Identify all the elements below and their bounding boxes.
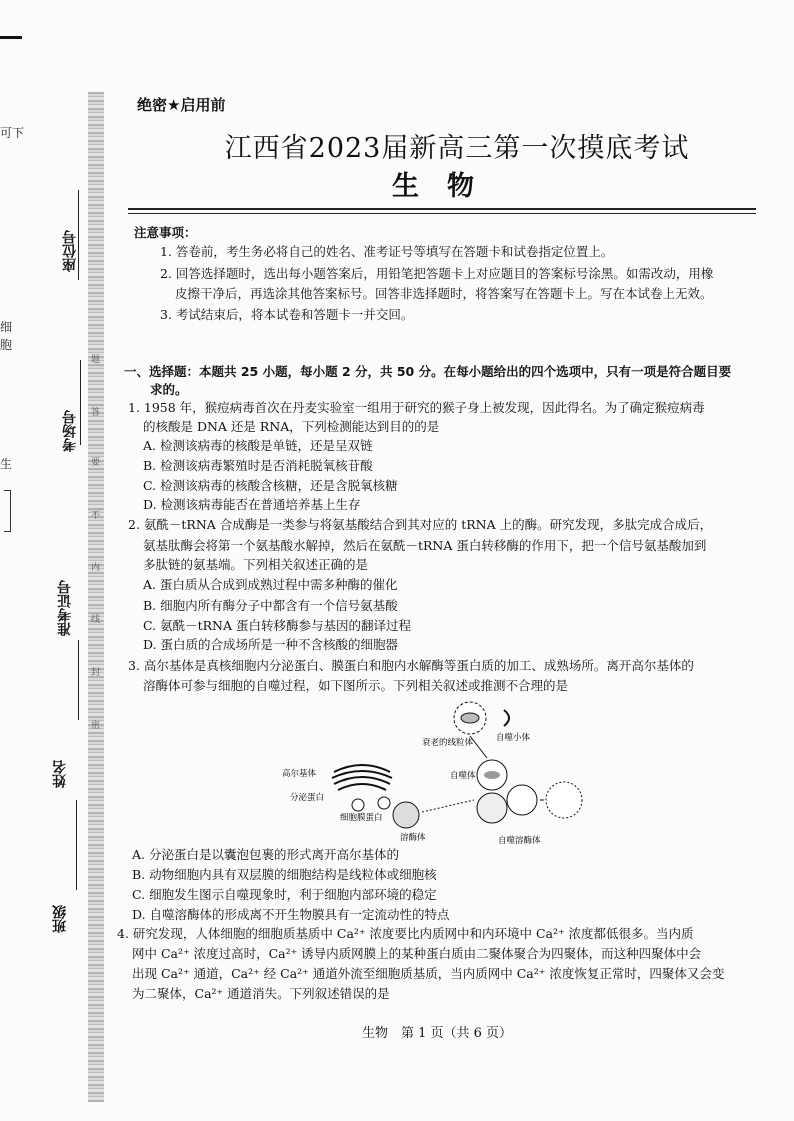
autolysosome-shape: [507, 785, 537, 815]
subject-title-text: 生物: [392, 171, 502, 202]
question-1-option-c: C. 检测该病毒的核酸含核糖，还是含脱氧核糖: [143, 478, 398, 493]
label-autophagosome-small: 自噬小体: [496, 733, 531, 743]
question-4-stem: 4. 研究发现，人体细胞的细胞质基质中 Ca²⁺ 浓度要比内质网中和内环境中 Ca²⁺ 浓度都低很多。当内质: [117, 926, 694, 941]
question-4-stem-cont: 出现 Ca²⁺ 通道，Ca²⁺ 经 Ca²⁺ 通道外流至细胞质基质，当内质网中 Ca²⁺ 浓度恢复正常时，四聚体又会变: [132, 966, 725, 981]
question-4-stem-cont: 为二聚体，Ca²⁺ 通道消失。下列叙述错误的是: [132, 986, 390, 1001]
edge-mark: [0, 36, 22, 39]
question-2-stem-cont: 氨基肽酶会将第一个氨基酸水解掉，然后在氨酰－tRNA 蛋白转移酶的作用下，把一个信号氨基酸加到: [143, 538, 707, 553]
question-3-option-b: B. 动物细胞内具有双层膜的细胞结构是线粒体或细胞核: [132, 867, 437, 882]
margin-line: [76, 800, 77, 890]
fusion-shape: [477, 793, 507, 823]
label-secretory: 分泌蛋白: [290, 793, 325, 803]
vesicle: [352, 799, 364, 811]
section-heading: 一、选择题：本题共 25 小题，每小题 2 分，共 50 分。在每小题给出的四个选项中，只有一项是符合题目要: [124, 364, 732, 379]
notice-item: 1. 答卷前，考生务必将自己的姓名、准考证号等填写在答题卡和试卷指定位置上。: [160, 244, 614, 259]
golgi-stack: [332, 765, 392, 790]
margin-line: [80, 360, 81, 445]
question-3-stem-cont: 溶酶体可参与细胞的自噬过程，如下图所示。下列相关叙述或推测不合理的是: [143, 678, 569, 693]
question-2-option-a: A. 蛋白质从合成到成熟过程中需多种酶的催化: [143, 577, 398, 592]
confidential-label: 绝密★启用前: [137, 96, 226, 114]
question-1-stem-cont: 的核酸是 DNA 还是 RNA，下列检测能达到目的的是: [143, 419, 440, 434]
question-1-option-d: D. 检测该病毒能否在普通培养基上生存: [143, 497, 361, 512]
edge-text: 生: [0, 457, 13, 471]
seal-char: 答: [91, 408, 101, 418]
question-2-option-b: B. 细胞内所有酶分子中都含有一个信号氨基酸: [143, 598, 398, 613]
label-golgi: 高尔基体: [282, 769, 317, 779]
header-rule: [128, 208, 756, 210]
exam-room-label: 考场号: [62, 410, 78, 452]
notice-item: 皮擦干净后，再选涂其他答案标号。回答非选择题时，将答案写在答题卡上。写在本试卷上无效。: [175, 286, 713, 301]
subject-title: [0, 164, 794, 203]
notice-item: 3. 考试结束后，将本试卷和答题卡一并交回。: [160, 307, 414, 322]
question-2-stem-cont: 多肽链的氨基端。下列相关叙述正确的是: [143, 557, 369, 572]
seal-char: 内: [91, 563, 101, 573]
question-4-stem-cont: 网中 Ca²⁺ 浓度过高时，Ca²⁺ 诱导内质网膜上的某种蛋白质由二聚体聚合为四聚体，而这种四聚体中会: [132, 946, 702, 961]
question-1-stem: 1. 1958 年，猴痘病毒首次在丹麦实验室一组用于研究的猴子身上被发现，因此得名。为了确定猴痘病毒: [128, 400, 705, 415]
question-2-option-d: D. 蛋白质的合成场所是一种不含核酸的细胞器: [143, 637, 399, 652]
label-old-mito: 衰老的线粒体: [422, 738, 474, 748]
question-3-option-d: D. 自噬溶酶体的形成离不开生物膜具有一定流动性的特点: [132, 907, 450, 922]
edge-text: 可下: [0, 126, 25, 140]
page-footer: [0, 1022, 794, 1041]
binding-strip: [88, 92, 104, 1102]
seal-char: 密: [91, 721, 101, 731]
label-membrane-protein: 细胞膜蛋白: [340, 813, 383, 823]
section-heading-cont: 求的。: [150, 382, 188, 397]
question-3-stem: 3. 高尔基体是真核细胞内分泌蛋白、膜蛋白和胞内水解酶等蛋白质的加工、成熟场所。离开高尔基体的: [128, 658, 694, 673]
label-autolysosome: 自噬溶酶体: [498, 836, 541, 846]
autophagy-diagram: [282, 700, 602, 850]
page-footer-text: 生物 第 1 页（共 6 页）: [361, 1026, 513, 1041]
question-1-option-b: B. 检测该病毒繁殖时是否消耗脱氧核苷酸: [143, 458, 373, 473]
label-autophagosome: 自噬体: [450, 771, 476, 781]
vesicle: [378, 797, 390, 809]
question-3-option-a: A. 分泌蛋白是以囊泡包裹的形式离开高尔基体的: [132, 847, 399, 862]
seal-char: 封: [91, 668, 101, 678]
question-1-option-a: A. 检测该病毒的核酸是单链，还是呈双链: [143, 438, 373, 453]
question-3-option-c: C. 细胞发生图示自噬现象时，利于细胞内部环境的稳定: [132, 887, 437, 902]
question-2-stem: 2. 氨酰－tRNA 合成酶是一类参与将氨基酸结合到其对应的 tRNA 上的酶。研究发现，多肽完成合成后，: [128, 517, 713, 532]
notice-item: 2. 回答选择题时，选出每小题答案后，用铅笔把答题卡上对应题目的答案标号涂黑。如需改动，用橡: [160, 266, 714, 281]
isolation-membrane: [504, 710, 509, 726]
edge-text: 胞: [0, 338, 13, 352]
question-2-option-c: C. 氨酰－tRNA 蛋白转移酶参与基因的翻译过程: [143, 618, 411, 633]
class-label: 班级: [52, 905, 68, 933]
lysosome-shape: [393, 802, 419, 828]
label-lysosome: 溶酶体: [400, 833, 426, 843]
name-label: 姓名: [52, 760, 68, 788]
edge-bracket: [4, 490, 11, 532]
seat-number-label: 座位号: [62, 230, 78, 272]
exam-title-text: 江西省2023届新高三第一次摸底考试: [224, 133, 690, 164]
edge-text: 细: [0, 320, 13, 334]
seal-char: 要: [91, 458, 101, 468]
exam-id-label: 准考证号: [57, 580, 73, 636]
degraded-vesicle: [546, 782, 582, 818]
seal-char: 题: [91, 355, 101, 365]
seal-char: 线: [91, 615, 101, 625]
notice-title: 注意事项：: [134, 225, 197, 240]
seal-char: 不: [91, 511, 101, 521]
exam-title: [0, 126, 794, 165]
margin-line: [78, 640, 79, 720]
header-rule: [128, 213, 756, 214]
